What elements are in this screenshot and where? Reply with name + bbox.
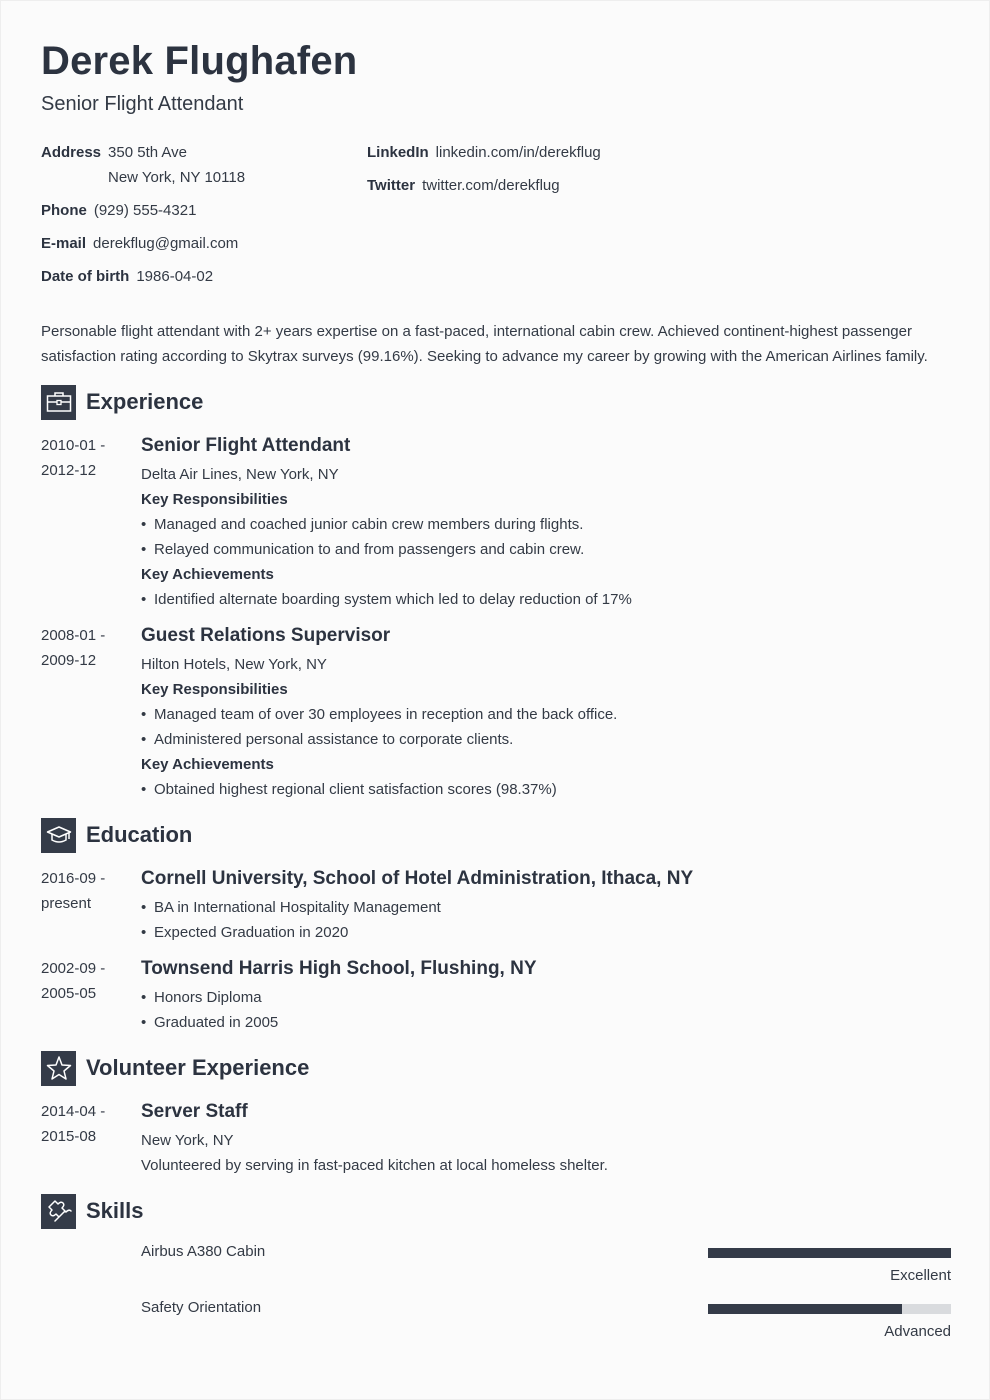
experience-body (141, 433, 951, 612)
skills-title: Skills (86, 1198, 144, 1223)
skill-level-bar (708, 1304, 951, 1314)
email-label: E-mail (41, 235, 87, 252)
skills-section-header (41, 1193, 143, 1229)
skill-level-label: Advanced (884, 1323, 951, 1340)
experience-date (41, 433, 131, 483)
responsibility-item: • Managed team of over 30 employees in reception and the back office. (141, 702, 951, 727)
profile-summary: Personable flight attendant with 2+ years expertise on a fast-paced, international cabin crew. Achieved continent-highest passenger satisfaction rating according to Skytrax surveys (99.16%). Seeking to advance my career by growing with the American Airlines family. (41, 323, 928, 365)
job-title: Senior Flight Attendant (141, 435, 351, 456)
contact-linkedin (367, 144, 601, 161)
linkedin-value: linkedin.com/in/derekflug (435, 144, 601, 161)
responsibility-item: • Relayed communication to and from passengers and cabin crew. (141, 537, 951, 562)
date-start: 2008-01 - (41, 627, 106, 644)
responsibilities-label: Key Responsibilities (141, 681, 288, 698)
dob-value: 1986-04-02 (136, 268, 214, 285)
achievements-label: Key Achievements (141, 566, 274, 583)
date-end: 2009-12 (41, 652, 97, 669)
education-date (41, 866, 131, 916)
linkedin-label: LinkedIn (367, 144, 429, 161)
skill-level-fill (708, 1248, 951, 1258)
contact-address (41, 144, 246, 186)
contact-phone (41, 202, 196, 219)
phone-label: Phone (41, 202, 87, 219)
star-icon (41, 1051, 76, 1086)
education-item: • Graduated in 2005 (141, 1010, 951, 1035)
skill-row (141, 1242, 951, 1298)
email-value: derekflug@gmail.com (93, 235, 239, 252)
graduation-cap-icon (41, 818, 76, 853)
education-section-header (41, 817, 192, 853)
responsibility-item: • Administered personal assistance to corporate clients. (141, 727, 951, 752)
experience-date (41, 623, 131, 673)
education-item: • Expected Graduation in 2020 (141, 920, 951, 945)
experience-body (141, 623, 951, 802)
date-start: 2010-01 - (41, 437, 106, 454)
experience-title: Experience (86, 389, 204, 414)
responsibilities-label: Key Responsibilities (141, 491, 288, 508)
education-date (41, 956, 131, 1006)
contact-dob (41, 268, 213, 285)
date-end: 2012-12 (41, 462, 97, 479)
dob-label: Date of birth (41, 268, 130, 285)
briefcase-icon (41, 385, 76, 420)
volunteer-section-header (41, 1050, 309, 1086)
skill-level-bar (708, 1248, 951, 1258)
volunteer-description: Volunteered by serving in fast-paced kitchen at local homeless shelter. (141, 1157, 608, 1174)
education-item: • Honors Diploma (141, 985, 951, 1010)
education-body (141, 956, 951, 1035)
twitter-value: twitter.com/derekflug (422, 177, 560, 194)
address-label: Address (41, 144, 102, 161)
address-line1: 350 5th Ave (108, 144, 187, 161)
employer: Delta Air Lines, New York, NY (141, 466, 339, 483)
date-start: 2014-04 - (41, 1103, 106, 1120)
puzzle-piece-icon (41, 1194, 76, 1229)
contact-twitter (367, 177, 560, 194)
education-body (141, 866, 951, 945)
skill-level-label: Excellent (890, 1267, 951, 1284)
date-end: 2015-08 (41, 1128, 97, 1145)
skill-name: Safety Orientation (141, 1299, 262, 1316)
date-end: 2005-05 (41, 985, 97, 1002)
responsibility-item: • Managed and coached junior cabin crew members during flights. (141, 512, 951, 537)
employer: Hilton Hotels, New York, NY (141, 656, 327, 673)
volunteer-title: Volunteer Experience (86, 1055, 310, 1080)
school-name: Townsend Harris High School, Flushing, NY (141, 958, 537, 979)
volunteer-body (141, 1099, 951, 1178)
skill-row (141, 1298, 951, 1354)
skill-name: Airbus A380 Cabin (141, 1243, 266, 1260)
education-title: Education (86, 822, 193, 847)
date-start: 2016-09 - (41, 870, 106, 887)
achievement-item: • Obtained highest regional client satisfaction scores (98.37%) (141, 777, 951, 802)
contact-email (41, 235, 238, 252)
school-name: Cornell University, School of Hotel Administration, Ithaca, NY (141, 868, 694, 889)
candidate-title: Senior Flight Attendant (41, 93, 244, 115)
volunteer-date (41, 1099, 131, 1149)
date-start: 2002-09 - (41, 960, 106, 977)
date-end: present (41, 895, 92, 912)
achievements-label: Key Achievements (141, 756, 274, 773)
job-title: Guest Relations Supervisor (141, 625, 391, 646)
skill-level-fill (708, 1304, 902, 1314)
education-item: • BA in International Hospitality Management (141, 895, 951, 920)
volunteer-role: Server Staff (141, 1101, 248, 1122)
twitter-label: Twitter (367, 177, 416, 194)
achievement-item: • Identified alternate boarding system which led to delay reduction of 17% (141, 587, 951, 612)
volunteer-location: New York, NY (141, 1132, 234, 1149)
experience-section-header (41, 384, 203, 420)
candidate-name: Derek Flughafen (41, 39, 358, 83)
address-line2: New York, NY 10118 (108, 169, 246, 186)
phone-value: (929) 555-4321 (93, 202, 197, 219)
